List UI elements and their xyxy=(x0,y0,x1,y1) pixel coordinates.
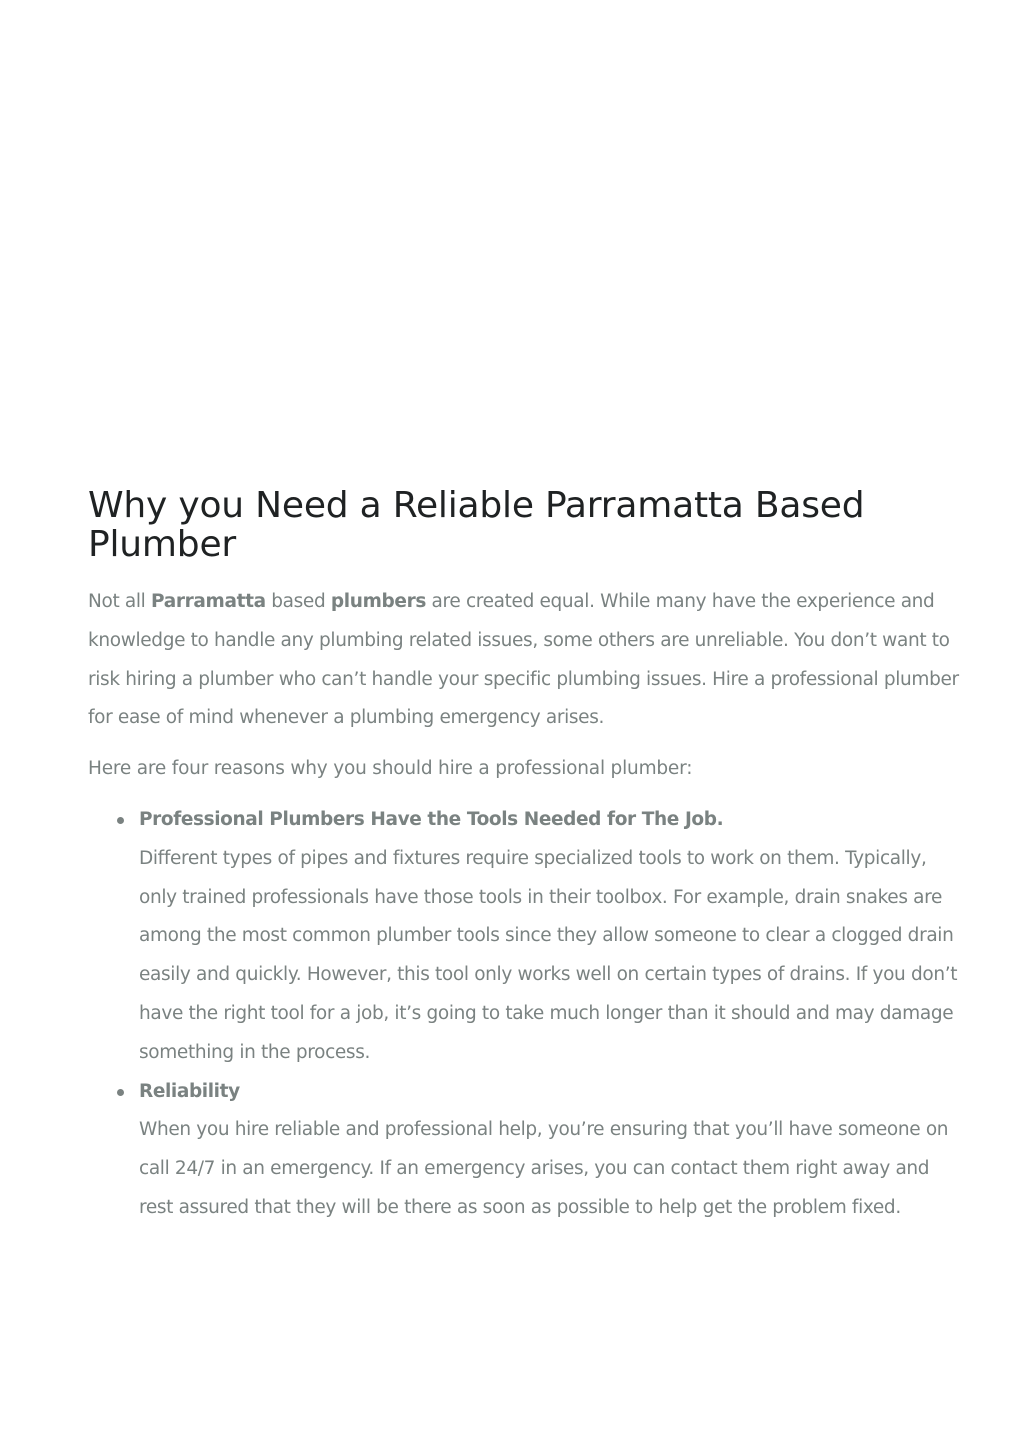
reasons-list xyxy=(88,801,968,1228)
article-title: Why you Need a Reliable Parramatta Based Plumber xyxy=(88,485,865,565)
intro-text-2: based xyxy=(265,591,331,612)
intro-keyword-parramatta: Parramatta xyxy=(151,591,266,612)
article xyxy=(88,486,968,1228)
reason-title: Reliability xyxy=(139,1080,240,1102)
intro-keyword-plumbers: plumbers xyxy=(330,591,427,612)
reason-title: Professional Plumbers Have the Tools Needed for The Job. xyxy=(139,808,724,830)
bullet-icon xyxy=(117,817,124,824)
intro-text-1: Not all xyxy=(88,591,151,612)
intro-paragraph xyxy=(88,583,968,738)
reason-body: When you hire reliable and professional help, you’re ensuring that you’ll have someone on call 24/7 in an emergency. If an emergency arises, you can contact them right away and rest assured that they will be there as soon as possible to help get the problem fixed. xyxy=(139,1119,949,1218)
intro-text-3: are created equal. While many have the experience and knowledge to handle any plumbing related issues, some others are unreliable. You don’t want to risk hiring a plumber who can’t handle your specific plumbing issues. Hire a professional plumber for ease of mind whenever a plumbing emergency arises. xyxy=(88,591,959,729)
bullet-icon xyxy=(117,1089,124,1096)
reason-body: Different types of pipes and fixtures require specialized tools to work on them. Typically, only trained professionals have those tools in their toolbox. For example, drain snakes are among the most common plumber tools since they allow someone to clear a clogged drain easily and quickly. However, this tool only works well on certain types of drains. If you don’t have the right tool for a job, it’s going to take much longer than it should and may damage something in the process. xyxy=(139,847,958,1063)
reasons-intro: Here are four reasons why you should hire a professional plumber: xyxy=(88,758,693,780)
list-item xyxy=(139,1073,968,1228)
list-item xyxy=(139,801,968,1073)
